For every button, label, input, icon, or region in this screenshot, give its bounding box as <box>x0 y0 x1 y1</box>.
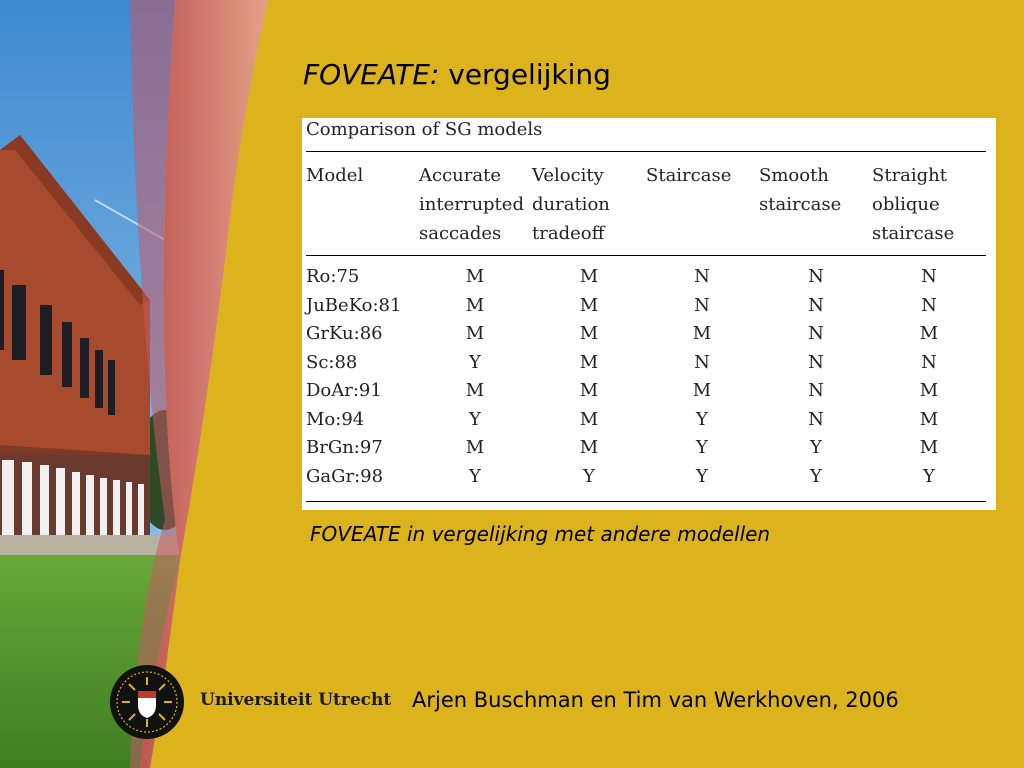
table-cell: Y <box>810 465 822 487</box>
table-cell: N <box>808 408 824 430</box>
footer-authors: Arjen Buschman en Tim van Werkhoven, 2006 <box>412 688 899 712</box>
table-header-cell: Velocity duration tradeoff <box>532 165 610 244</box>
table-cell: Y <box>810 437 822 458</box>
table-cell: M <box>919 323 939 344</box>
table-cell: N <box>694 294 710 316</box>
table-cell: M <box>579 294 599 316</box>
table-cell: M <box>579 408 599 430</box>
table-cell: N <box>921 294 937 316</box>
table-cell: M <box>579 380 599 401</box>
slide-title <box>303 58 611 91</box>
table-header-cell: Model <box>306 165 364 186</box>
table-cell: Y <box>696 437 708 458</box>
table-cell: M <box>579 437 599 458</box>
table-cell: Y <box>469 408 481 430</box>
table-cell: N <box>921 351 937 373</box>
model-name-cell: DoAr:91 <box>306 380 382 401</box>
table-header-cell: Straight oblique staircase <box>872 165 955 244</box>
table-cell: M <box>579 266 599 287</box>
figure-caption: FOVEATE in vergelijking met andere modellen <box>310 522 771 546</box>
table-cell: N <box>808 351 824 373</box>
table-cell: N <box>808 294 824 316</box>
table-header-cell: Staircase <box>646 165 732 186</box>
table-cell: N <box>808 266 824 287</box>
table-cell: M <box>579 323 599 344</box>
model-name-cell: GaGr:98 <box>306 465 384 487</box>
title-rest: vergelijking <box>439 58 611 91</box>
comparison-table <box>302 118 996 510</box>
model-name-cell: Ro:75 <box>306 266 360 287</box>
table-cell: Y <box>696 465 708 487</box>
table-cell: Y <box>583 465 595 487</box>
table-header-cell: Smooth staircase <box>759 165 842 215</box>
model-name-cell: JuBeKo:81 <box>306 294 402 316</box>
table-cell: N <box>808 380 824 401</box>
table-cell: N <box>694 351 710 373</box>
table-cell: Y <box>923 465 935 487</box>
model-name-cell: BrGn:97 <box>306 437 383 458</box>
table-cell: Y <box>469 465 481 487</box>
table-cell: Y <box>696 408 708 430</box>
table-cell: M <box>465 294 485 316</box>
title-italic: FOVEATE: <box>303 58 440 91</box>
table-rule-header <box>306 255 986 256</box>
table-cell: M <box>465 380 485 401</box>
table-cell: Y <box>469 351 481 373</box>
table-cell: M <box>919 408 939 430</box>
model-name-cell: GrKu:86 <box>306 323 383 344</box>
table-cell: M <box>692 323 712 344</box>
model-name-cell: Mo:94 <box>306 408 365 430</box>
table-cell: M <box>465 323 485 344</box>
table-cell: N <box>694 266 710 287</box>
table-cell: M <box>579 351 599 373</box>
model-name-cell: Sc:88 <box>306 351 358 373</box>
table-cell: M <box>692 380 712 401</box>
table-cell: M <box>465 266 485 287</box>
university-seal-icon <box>108 663 186 741</box>
table-rule-top <box>306 151 986 152</box>
table-rule-bottom <box>306 501 986 502</box>
table-cell: M <box>919 437 939 458</box>
table-caption: Comparison of SG models <box>306 119 543 140</box>
table-cell: N <box>921 266 937 287</box>
table-cell: M <box>919 380 939 401</box>
table-cell: M <box>465 437 485 458</box>
table-cell: N <box>808 323 824 344</box>
table-header-cell: Accurate interrupted saccades <box>419 165 524 244</box>
university-name: Universiteit Utrecht <box>200 690 392 710</box>
